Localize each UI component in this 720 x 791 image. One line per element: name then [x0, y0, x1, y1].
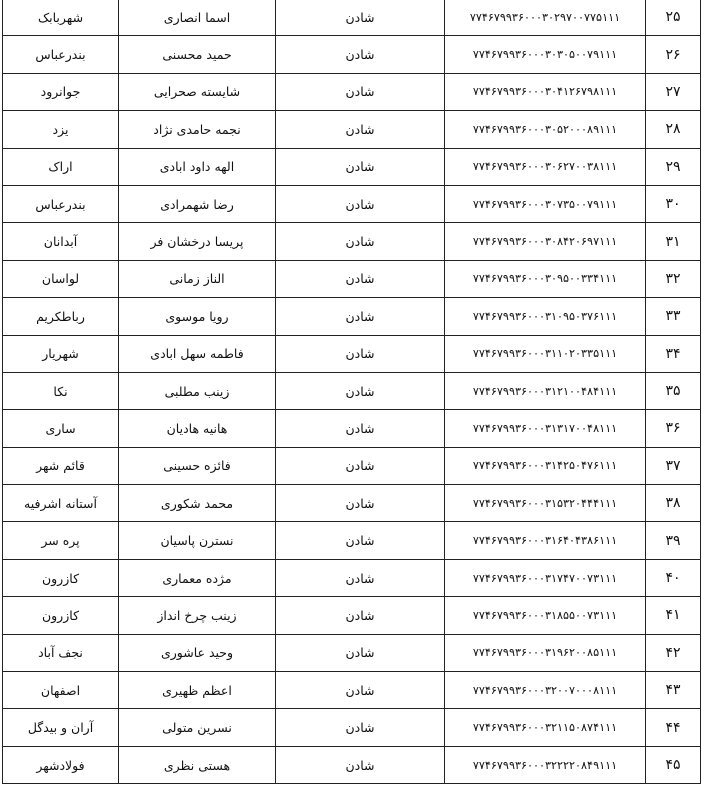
- table-row: [3, 335, 701, 372]
- row-number: ۴۴: [646, 709, 701, 746]
- row-number: ۳۳: [646, 298, 701, 335]
- row-city: شهریار: [3, 335, 119, 372]
- row-status: شادن: [276, 372, 445, 409]
- row-code: ۷۷۴۶۷۹۹۳۶۰۰۰۳۲۰۰۷۰۰۰۸۱۱۱: [445, 672, 646, 709]
- row-city: ساری: [3, 410, 119, 447]
- row-name: اعظم ظهیری: [119, 672, 276, 709]
- row-status: شادن: [276, 298, 445, 335]
- row-city: نکا: [3, 372, 119, 409]
- row-city: نجف آباد: [3, 634, 119, 671]
- row-status: شادن: [276, 36, 445, 73]
- row-city: آران و بیدگل: [3, 709, 119, 746]
- row-status: شادن: [276, 634, 445, 671]
- row-name: رویا موسوی: [119, 298, 276, 335]
- table-row: [3, 260, 701, 297]
- row-number: ۳۴: [646, 335, 701, 372]
- row-city: بندرعباس: [3, 185, 119, 222]
- row-code: ۷۷۴۶۷۹۹۳۶۰۰۰۳۰۳۰۵۰۰۷۹۱۱۱: [445, 36, 646, 73]
- row-code: ۷۷۴۶۷۹۹۳۶۰۰۰۳۱۴۲۵۰۴۷۶۱۱۱: [445, 447, 646, 484]
- row-number: ۴۰: [646, 559, 701, 596]
- row-number: ۲۹: [646, 148, 701, 185]
- table-row: [3, 372, 701, 409]
- table-row: [3, 410, 701, 447]
- row-code: ۷۷۴۶۷۹۹۳۶۰۰۰۳۱۳۱۷۰۰۴۸۱۱۱: [445, 410, 646, 447]
- row-code: ۷۷۴۶۷۹۹۳۶۰۰۰۳۰۵۲۰۰۰۸۹۱۱۱: [445, 111, 646, 148]
- row-number: ۲۶: [646, 36, 701, 73]
- row-number: ۳۶: [646, 410, 701, 447]
- row-code: ۷۷۴۶۷۹۹۳۶۰۰۰۳۱۲۱۰۰۴۸۴۱۱۱: [445, 372, 646, 409]
- row-status: شادن: [276, 709, 445, 746]
- row-city: اصفهان: [3, 672, 119, 709]
- row-code: ۷۷۴۶۷۹۹۳۶۰۰۰۳۱۵۳۲۰۴۴۴۱۱۱: [445, 485, 646, 522]
- table-row: [3, 709, 701, 746]
- row-name: هستی نظری: [119, 746, 276, 783]
- roster-table-body: [3, 0, 701, 784]
- row-status: شادن: [276, 185, 445, 222]
- row-status: شادن: [276, 335, 445, 372]
- row-status: شادن: [276, 522, 445, 559]
- row-number: ۴۱: [646, 597, 701, 634]
- row-city: آستانه اشرفیه: [3, 485, 119, 522]
- row-status: شادن: [276, 410, 445, 447]
- row-city: لواسان: [3, 260, 119, 297]
- row-city: پره سر: [3, 522, 119, 559]
- row-status: شادن: [276, 746, 445, 783]
- row-name: نسرین متولی: [119, 709, 276, 746]
- row-number: ۳۱: [646, 223, 701, 260]
- row-name: پریسا درخشان فر: [119, 223, 276, 260]
- row-number: ۲۸: [646, 111, 701, 148]
- row-status: شادن: [276, 148, 445, 185]
- row-code: ۷۷۴۶۷۹۹۳۶۰۰۰۳۰۲۹۷۰۰۷۷۵۱۱۱: [445, 0, 646, 36]
- row-number: ۳۰: [646, 185, 701, 222]
- bottom-edge-fade: [0, 785, 720, 791]
- row-city: کازرون: [3, 559, 119, 596]
- table-row: [3, 73, 701, 110]
- row-name: زینب مطلبی: [119, 372, 276, 409]
- row-code: ۷۷۴۶۷۹۹۳۶۰۰۰۳۱۷۴۷۰۰۷۳۱۱۱: [445, 559, 646, 596]
- table-row: [3, 111, 701, 148]
- row-code: ۷۷۴۶۷۹۹۳۶۰۰۰۳۰۹۵۰۰۳۳۴۱۱۱: [445, 260, 646, 297]
- row-name: شایسته صحرایی: [119, 73, 276, 110]
- row-code: ۷۷۴۶۷۹۹۳۶۰۰۰۳۱۸۵۵۰۰۷۳۱۱۱: [445, 597, 646, 634]
- table-row: [3, 522, 701, 559]
- row-city: رباطکریم: [3, 298, 119, 335]
- row-name: اسما انصاری: [119, 0, 276, 36]
- row-status: شادن: [276, 559, 445, 596]
- row-status: شادن: [276, 223, 445, 260]
- row-status: شادن: [276, 111, 445, 148]
- table-row: [3, 223, 701, 260]
- row-code: ۷۷۴۶۷۹۹۳۶۰۰۰۳۲۱۱۵۰۸۷۴۱۱۱: [445, 709, 646, 746]
- row-number: ۴۵: [646, 746, 701, 783]
- table-row: [3, 0, 701, 36]
- row-code: ۷۷۴۶۷۹۹۳۶۰۰۰۳۱۱۰۲۰۳۳۵۱۱۱: [445, 335, 646, 372]
- row-city: شهربابک: [3, 0, 119, 36]
- row-status: شادن: [276, 73, 445, 110]
- row-number: ۳۹: [646, 522, 701, 559]
- row-code: ۷۷۴۶۷۹۹۳۶۰۰۰۳۰۴۱۲۶۷۹۸۱۱۱: [445, 73, 646, 110]
- row-name: الناز زمانی: [119, 260, 276, 297]
- row-city: بندرعباس: [3, 36, 119, 73]
- row-name: فائزه حسینی: [119, 447, 276, 484]
- row-name: نجمه حامدی نژاد: [119, 111, 276, 148]
- row-status: شادن: [276, 260, 445, 297]
- row-status: شادن: [276, 447, 445, 484]
- row-status: شادن: [276, 0, 445, 36]
- roster-table: [2, 0, 701, 784]
- row-name: فاطمه سهل ابادی: [119, 335, 276, 372]
- table-row: [3, 36, 701, 73]
- row-status: شادن: [276, 672, 445, 709]
- row-city: آبدانان: [3, 223, 119, 260]
- row-name: محمد شکوری: [119, 485, 276, 522]
- row-code: ۷۷۴۶۷۹۹۳۶۰۰۰۳۰۷۳۵۰۰۷۹۱۱۱: [445, 185, 646, 222]
- table-row: [3, 746, 701, 783]
- row-city: کازرون: [3, 597, 119, 634]
- row-name: نسترن پاسیان: [119, 522, 276, 559]
- row-name: هانیه هادیان: [119, 410, 276, 447]
- table-row: [3, 597, 701, 634]
- row-status: شادن: [276, 485, 445, 522]
- row-city: قائم شهر: [3, 447, 119, 484]
- row-number: ۲۷: [646, 73, 701, 110]
- table-row: [3, 298, 701, 335]
- row-number: ۳۲: [646, 260, 701, 297]
- row-number: ۲۵: [646, 0, 701, 36]
- row-status: شادن: [276, 597, 445, 634]
- row-number: ۳۸: [646, 485, 701, 522]
- table-row: [3, 485, 701, 522]
- row-name: مژده معماری: [119, 559, 276, 596]
- row-code: ۷۷۴۶۷۹۹۳۶۰۰۰۳۲۲۲۲۰۸۴۹۱۱۱: [445, 746, 646, 783]
- table-row: [3, 148, 701, 185]
- table-row: [3, 447, 701, 484]
- row-name: وحید عاشوری: [119, 634, 276, 671]
- row-number: ۴۳: [646, 672, 701, 709]
- row-city: اراک: [3, 148, 119, 185]
- row-number: ۳۵: [646, 372, 701, 409]
- row-code: ۷۷۴۶۷۹۹۳۶۰۰۰۳۱۶۴۰۴۳۸۶۱۱۱: [445, 522, 646, 559]
- row-code: ۷۷۴۶۷۹۹۳۶۰۰۰۳۰۶۲۷۰۰۳۸۱۱۱: [445, 148, 646, 185]
- row-name: زینب چرخ انداز: [119, 597, 276, 634]
- row-code: ۷۷۴۶۷۹۹۳۶۰۰۰۳۱۰۹۵۰۳۷۶۱۱۱: [445, 298, 646, 335]
- row-city: یزد: [3, 111, 119, 148]
- table-row: [3, 559, 701, 596]
- table-row: [3, 634, 701, 671]
- row-number: ۳۷: [646, 447, 701, 484]
- row-city: فولادشهر: [3, 746, 119, 783]
- row-name: حمید محسنی: [119, 36, 276, 73]
- table-row: [3, 672, 701, 709]
- row-number: ۴۲: [646, 634, 701, 671]
- row-code: ۷۷۴۶۷۹۹۳۶۰۰۰۳۰۸۴۲۰۶۹۷۱۱۱: [445, 223, 646, 260]
- row-name: الهه داود ابادی: [119, 148, 276, 185]
- row-code: ۷۷۴۶۷۹۹۳۶۰۰۰۳۱۹۶۲۰۰۸۵۱۱۱: [445, 634, 646, 671]
- row-city: جوانرود: [3, 73, 119, 110]
- row-name: رضا شهمرادی: [119, 185, 276, 222]
- table-row: [3, 185, 701, 222]
